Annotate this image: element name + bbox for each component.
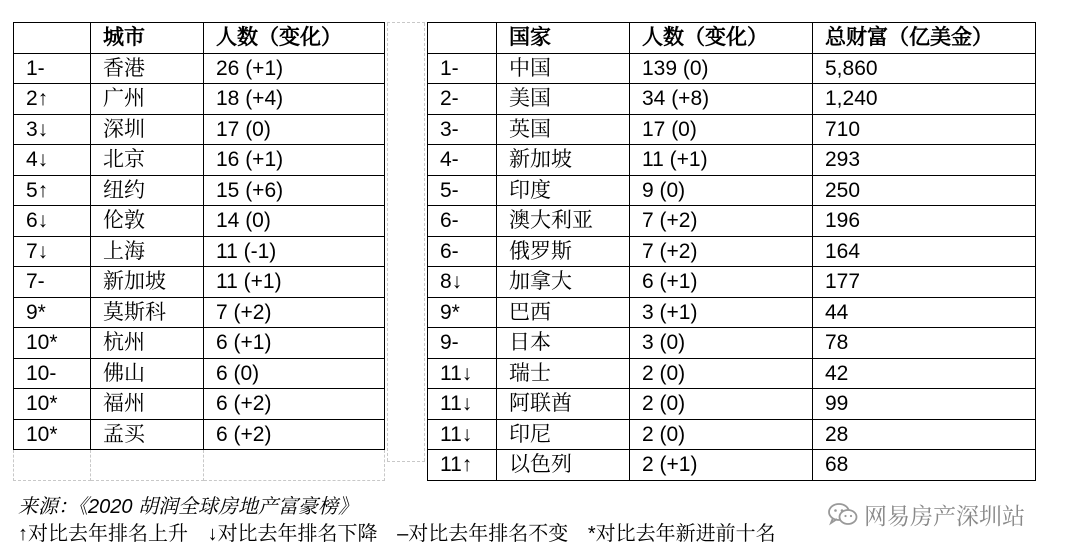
rank-cell: 11↓ <box>428 389 497 420</box>
table-cell: 7 (+2) <box>204 297 385 328</box>
table-cell: 6 (+2) <box>204 389 385 420</box>
source-note: 来源：《2020 胡润全球房地产富豪榜》 <box>18 496 359 518</box>
table-cell: 250 <box>813 175 1036 206</box>
header-cell <box>428 23 497 54</box>
table-row <box>428 53 1036 84</box>
table-cell: 18 (+4) <box>204 84 385 115</box>
header-cell: 城市 <box>91 23 204 54</box>
country-ranking-table <box>427 22 1036 481</box>
table-cell: 香港 <box>91 53 204 84</box>
rank-cell: 7- <box>14 267 91 298</box>
table-cell: 中国 <box>497 53 630 84</box>
table-cell: 11 (+1) <box>630 145 813 176</box>
rank-cell: 1- <box>14 53 91 84</box>
table-cell: 上海 <box>91 236 204 267</box>
table-row <box>14 175 385 206</box>
table-cell: 34 (+8) <box>630 84 813 115</box>
table-row <box>428 206 1036 237</box>
table-cell: 2 (0) <box>630 358 813 389</box>
table-cell: 杭州 <box>91 328 204 359</box>
table-cell: 3 (0) <box>630 328 813 359</box>
table-cell: 9 (0) <box>630 175 813 206</box>
table-cell: 5,860 <box>813 53 1036 84</box>
table-cell: 710 <box>813 114 1036 145</box>
table-row <box>14 358 385 389</box>
rank-cell: 4↓ <box>14 145 91 176</box>
table-cell: 莫斯科 <box>91 297 204 328</box>
table-cell: 佛山 <box>91 358 204 389</box>
table-cell: 7 (+2) <box>630 206 813 237</box>
header-cell: 总财富（亿美金） <box>813 23 1036 54</box>
table-cell: 14 (0) <box>204 206 385 237</box>
table-row <box>428 358 1036 389</box>
table-cell: 孟买 <box>91 419 204 450</box>
rank-cell: 9- <box>428 328 497 359</box>
legend-item-same: –对比去年排名不变 <box>397 523 569 545</box>
table-cell: 深圳 <box>91 114 204 145</box>
rank-cell: 9* <box>428 297 497 328</box>
table-row <box>428 236 1036 267</box>
table-cell: 1,240 <box>813 84 1036 115</box>
watermark-text: 网易房产深圳站 <box>864 503 1025 529</box>
table-row <box>428 450 1036 481</box>
table-cell: 7 (+2) <box>630 236 813 267</box>
rank-cell: 6- <box>428 206 497 237</box>
table-cell: 17 (0) <box>630 114 813 145</box>
rank-cell: 3- <box>428 114 497 145</box>
table-cell: 瑞士 <box>497 358 630 389</box>
table-row <box>14 389 385 420</box>
table-cell: 6 (0) <box>204 358 385 389</box>
rank-cell: 11↑ <box>428 450 497 481</box>
empty-cell <box>204 450 385 481</box>
table-cell: 美国 <box>497 84 630 115</box>
rank-cell: 2↑ <box>14 84 91 115</box>
rank-cell: 2- <box>428 84 497 115</box>
empty-cell <box>14 450 91 481</box>
table-cell: 42 <box>813 358 1036 389</box>
table-cell: 44 <box>813 297 1036 328</box>
table-cell: 26 (+1) <box>204 53 385 84</box>
table-cell: 99 <box>813 389 1036 420</box>
table-cell: 177 <box>813 267 1036 298</box>
rank-cell: 10* <box>14 419 91 450</box>
table-cell: 293 <box>813 145 1036 176</box>
table-cell: 巴西 <box>497 297 630 328</box>
table-cell: 78 <box>813 328 1036 359</box>
table-cell: 3 (+1) <box>630 297 813 328</box>
table-cell: 日本 <box>497 328 630 359</box>
wechat-icon <box>828 502 858 528</box>
table-row <box>14 297 385 328</box>
rank-cell: 6↓ <box>14 206 91 237</box>
table-row <box>428 389 1036 420</box>
table-row <box>14 84 385 115</box>
table-cell: 11 (-1) <box>204 236 385 267</box>
table-row <box>428 297 1036 328</box>
table-cell: 164 <box>813 236 1036 267</box>
table-row <box>428 267 1036 298</box>
header-row <box>14 23 385 54</box>
table-cell: 福州 <box>91 389 204 420</box>
table-cell: 2 (0) <box>630 389 813 420</box>
table-cell: 俄罗斯 <box>497 236 630 267</box>
legend-item-new: *对比去年新进前十名 <box>587 523 776 545</box>
rank-cell: 10* <box>14 328 91 359</box>
table-cell: 印度 <box>497 175 630 206</box>
header-cell: 人数（变化） <box>204 23 385 54</box>
gap-dashed-gridlines <box>387 22 425 462</box>
rank-cell: 4- <box>428 145 497 176</box>
rank-cell: 3↓ <box>14 114 91 145</box>
table-cell: 16 (+1) <box>204 145 385 176</box>
table-cell: 纽约 <box>91 175 204 206</box>
table-row <box>428 84 1036 115</box>
table-cell: 澳大利亚 <box>497 206 630 237</box>
rank-cell: 11↓ <box>428 358 497 389</box>
table-cell: 17 (0) <box>204 114 385 145</box>
city-ranking-table <box>13 22 385 481</box>
table-cell: 以色列 <box>497 450 630 481</box>
table-row <box>428 114 1036 145</box>
table-row <box>14 145 385 176</box>
table-cell: 广州 <box>91 84 204 115</box>
rank-cell: 1- <box>428 53 497 84</box>
legend <box>18 517 790 546</box>
table-row <box>14 328 385 359</box>
table-row <box>428 175 1036 206</box>
table-cell: 11 (+1) <box>204 267 385 298</box>
table-cell: 新加坡 <box>91 267 204 298</box>
table-cell: 英国 <box>497 114 630 145</box>
table-cell: 2 (+1) <box>630 450 813 481</box>
table-cell: 28 <box>813 419 1036 450</box>
table-row <box>428 419 1036 450</box>
table-cell: 15 (+6) <box>204 175 385 206</box>
table-row <box>428 328 1036 359</box>
rank-cell: 6- <box>428 236 497 267</box>
table-cell: 196 <box>813 206 1036 237</box>
rank-cell: 10- <box>14 358 91 389</box>
rank-cell: 5↑ <box>14 175 91 206</box>
table-row <box>14 114 385 145</box>
table-cell: 6 (+2) <box>204 419 385 450</box>
table-cell: 阿联酋 <box>497 389 630 420</box>
table-cell: 新加坡 <box>497 145 630 176</box>
table-row <box>14 267 385 298</box>
table-row <box>14 53 385 84</box>
rank-cell: 8↓ <box>428 267 497 298</box>
table-cell: 139 (0) <box>630 53 813 84</box>
rank-cell: 9* <box>14 297 91 328</box>
table-cell: 6 (+1) <box>204 328 385 359</box>
header-cell <box>14 23 91 54</box>
header-cell: 人数（变化） <box>630 23 813 54</box>
rank-cell: 5- <box>428 175 497 206</box>
empty-cell <box>91 450 204 481</box>
empty-row <box>14 450 385 481</box>
header-row <box>428 23 1036 54</box>
table-cell: 印尼 <box>497 419 630 450</box>
table-cell: 2 (0) <box>630 419 813 450</box>
watermark <box>828 498 1025 531</box>
table-row <box>428 145 1036 176</box>
table-cell: 加拿大 <box>497 267 630 298</box>
rank-cell: 7↓ <box>14 236 91 267</box>
table-row <box>14 419 385 450</box>
rank-cell: 10* <box>14 389 91 420</box>
table-cell: 北京 <box>91 145 204 176</box>
rank-cell: 11↓ <box>428 419 497 450</box>
table-row <box>14 206 385 237</box>
legend-item-up: ↑对比去年排名上升 <box>18 523 188 545</box>
table-cell: 6 (+1) <box>630 267 813 298</box>
legend-item-down: ↓对比去年排名下降 <box>207 523 378 545</box>
table-row <box>14 236 385 267</box>
table-cell: 伦敦 <box>91 206 204 237</box>
table-cell: 68 <box>813 450 1036 481</box>
header-cell: 国家 <box>497 23 630 54</box>
